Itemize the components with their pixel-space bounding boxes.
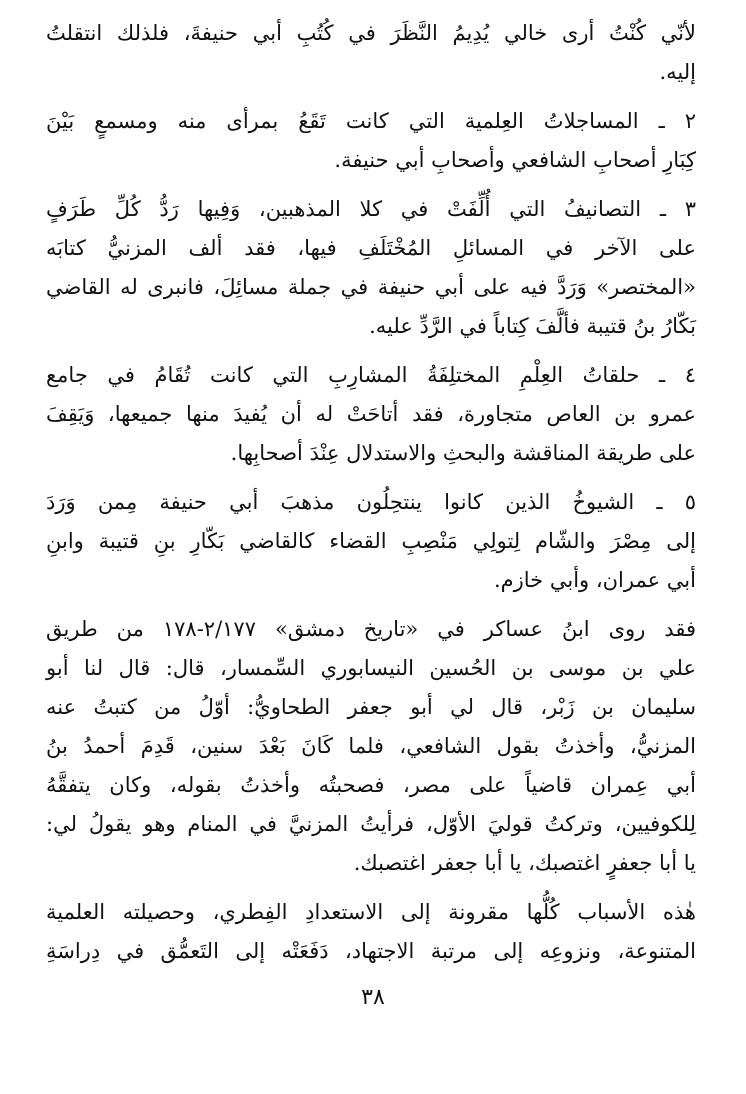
text-line: يا أبا جعفرٍ اغتصبك، يا أبا جعفر اغتصبك. bbox=[353, 851, 696, 875]
text-line: فقد روى ابنُ عساكر في «تاريخ دمشق» ٢/١٧٧-١٧٨ من طريق bbox=[46, 617, 696, 641]
text-line: ٣ ـ التصانيفُ التي أُلِّفَتْ في كلا المذهبين، وَفِيها رَدُّ كُلِّ طَرَفٍ bbox=[46, 197, 696, 221]
document-body bbox=[46, 14, 696, 971]
text-line: عمرو بن العاص متجاورة، فقد أتاحَتْ له أن يُفيدَ منها جميعها، وَيَقِفَ bbox=[46, 402, 696, 426]
text-line: ٥ ـ الشيوخُ الذين كانوا ينتحِلُون مذهبَ أبي حنيفة مِمن وَرَدَ bbox=[46, 490, 696, 514]
text-line: كِبَارِ أصحابِ الشافعي وأصحابِ أبي حنيفة. bbox=[334, 148, 696, 172]
text-line: «المختصر» وَرَدَّ فيه على أبي حنيفة في جملة مسائِلَ، فانبرى له القاضي bbox=[46, 275, 696, 299]
text-line: سليمان بن زَبْر، قال لي أبو جعفر الطحاويُّ: أوّلُ من كتبتُ عنه bbox=[46, 695, 696, 719]
text-line: أبي عمران، وأبي خازم. bbox=[493, 568, 696, 592]
text-line: علي بن موسى بن الحُسين النيسابوري السِّمسار، قال: قال لنا أبو bbox=[46, 656, 696, 680]
text-line: أبي عِمران قاضياً على مصر، فصحبتُه وأخذتُ بقوله، وكان يتفقَّهُ bbox=[46, 773, 696, 797]
text-line: بَكّارُ بنُ قتيبة فألَّفَ كِتاباً في الرَّدِّ عليه. bbox=[369, 314, 696, 338]
text-line: على الآخر في المسائلِ المُخْتَلَفِ فيها، فقد ألف المزنيُّ كتابَه bbox=[46, 236, 696, 260]
text-line: المتنوعة، ونزوعِه إلى مرتبة الاجتهاد، دَفَعَتْه إلى التَعمُّق في دِراسَةِ bbox=[46, 939, 696, 963]
text-line: هٰذه الأسباب كُلُّها مقرونة إلى الاستعدادِ الفِطري، وحصيلته العلمية bbox=[46, 900, 696, 924]
text-line: المزنيُّ، وأخذتُ بقول الشافعي، فلما كَانَ بَعْدَ سنين، قَدِمَ أحمدُ بنُ bbox=[46, 734, 696, 758]
text-line: لِلكوفيين، وتركتُ قوليَ الأوّل، فرأيتُ المزنيَّ في المنام وهو يقولُ لي: bbox=[46, 812, 696, 836]
paragraph-continuation bbox=[46, 14, 696, 92]
paragraph-conclusion bbox=[46, 893, 696, 971]
text-line: لأنّي كُنْتُ أرى خالي يُدِيمُ النَّظَرَ في كُتُبِ أبي حنيفةَ، فلذلك انتقلتُ bbox=[46, 21, 696, 45]
text-line: إليه. bbox=[659, 60, 696, 84]
paragraph-item-2 bbox=[46, 102, 696, 180]
text-line: ٤ ـ حلقاتُ العِلْمِ المختلِفَةُ المشارِبِ التي كانت تُقَامُ في جامع bbox=[46, 363, 696, 387]
paragraph-item-5 bbox=[46, 483, 696, 600]
paragraph-item-4 bbox=[46, 356, 696, 473]
paragraph-quote-ibn-asakir bbox=[46, 610, 696, 883]
page-number: ٣٨ bbox=[361, 985, 385, 1010]
paragraph-item-3 bbox=[46, 190, 696, 346]
text-line: ٢ ـ المساجلاتُ العِلمية التي كانت تَقَعُ بمرأى منه ومسمعٍ بَيْنَ bbox=[46, 109, 696, 133]
text-line: إلى مِصْرَ والشّام لِتولِي مَنْصِبِ القضاء كالقاضي بَكّارِ بنِ قتيبة وابنِ bbox=[46, 529, 696, 553]
text-line: على طريقة المناقشة والبحثِ والاستدلال عِنْدَ أصحابِها. bbox=[230, 441, 696, 465]
